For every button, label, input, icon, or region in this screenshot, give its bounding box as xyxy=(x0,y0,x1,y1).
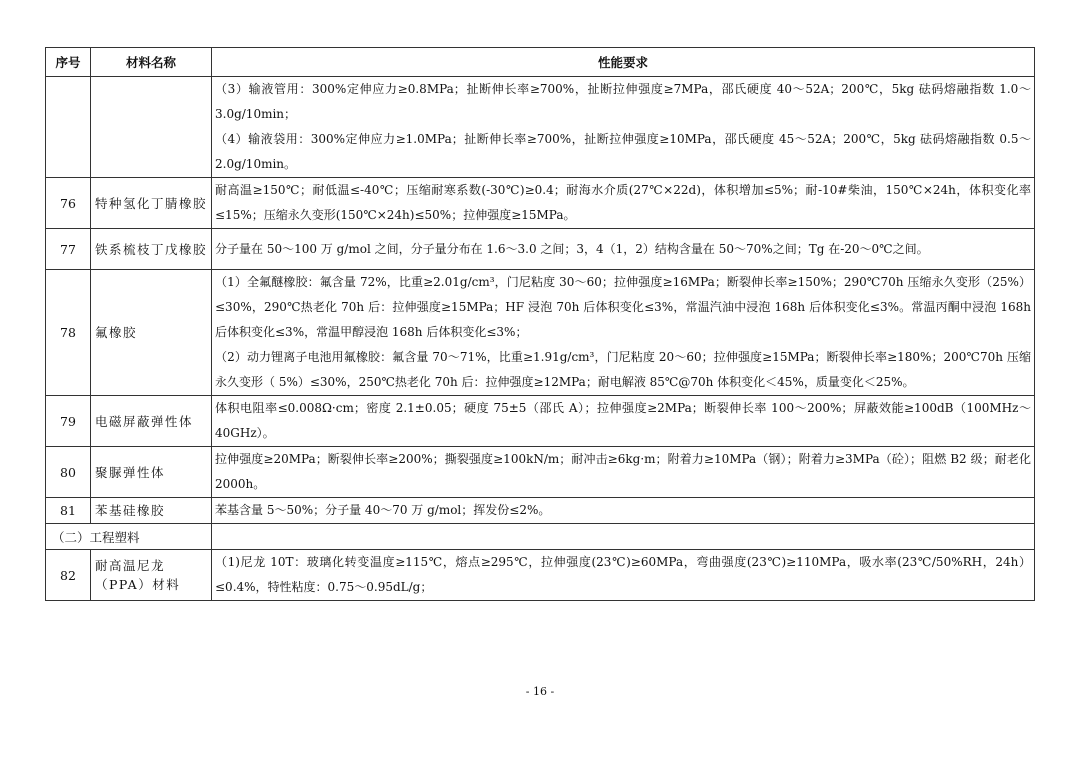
row-no: 82 xyxy=(46,550,91,601)
requirements-table xyxy=(45,47,1035,601)
row-name: 聚脲弹性体 xyxy=(91,447,212,498)
requirement-line: 耐高温≥150℃；耐低温≤-40℃；压缩耐寒系数(-30℃)≥0.4；耐海水介质(27℃×22d)，体积增加≤5%；耐-10#柴油，150℃×24h，体积变化率≤15%；压缩永久变形(150℃×24h)≤50%；拉伸强度≥15MPa。 xyxy=(215,183,1031,222)
row-requirements xyxy=(212,270,1035,396)
header-no: 序号 xyxy=(46,48,91,77)
requirement-line: 分子量在 50～100 万 g/mol 之间，分子量分布在 1.6～3.0 之间；3，4（1，2）结构含量在 50～70%之间；Tg 在-20～0℃之间。 xyxy=(215,241,929,256)
row-no: 81 xyxy=(46,498,91,524)
row-requirements xyxy=(212,550,1035,601)
row-requirements xyxy=(212,447,1035,498)
section-label: （二）工程塑料 xyxy=(46,524,212,550)
requirement-line: 拉伸强度≥20MPa；断裂伸长率≥200%；撕裂强度≥100kN/m；耐冲击≥6kg·m；附着力≥10MPa（钢）；附着力≥3MPa（砼）；阻燃 B2 级；耐老化 2000h。 xyxy=(215,452,1031,491)
row-requirements xyxy=(212,498,1035,524)
row-name: 铁系梳枝丁戊橡胶 xyxy=(91,229,212,270)
table-row-79 xyxy=(46,396,1035,447)
requirement-line: （3）输液管用：300%定伸应力≥0.8MPa；扯断伸长率≥700%，扯断拉伸强度≥7MPa，邵氏硬度 40～52A；200℃，5kg 砝码熔融指数 1.0～3.0g/10min； xyxy=(215,82,1031,121)
row-name: 电磁屏蔽弹性体 xyxy=(91,396,212,447)
row-no: 79 xyxy=(46,396,91,447)
row-requirements xyxy=(212,396,1035,447)
requirement-line: （1)尼龙 10T：玻璃化转变温度≥115℃，熔点≥295℃，拉伸强度(23℃)≥60MPa，弯曲强度(23℃)≥110MPa，吸水率(23℃/50%RH，24h）≤0.4%，特性粘度：0.75～0.95dL/g； xyxy=(215,555,1031,594)
table-row-80 xyxy=(46,447,1035,498)
header-requirements: 性能要求 xyxy=(212,48,1035,77)
row-name xyxy=(91,77,212,178)
header-name: 材料名称 xyxy=(91,48,212,77)
table-row-continued xyxy=(46,77,1035,178)
row-requirements xyxy=(212,77,1035,178)
row-requirements xyxy=(212,178,1035,229)
table-header-row xyxy=(46,48,1035,77)
row-name: 苯基硅橡胶 xyxy=(91,498,212,524)
row-no: 78 xyxy=(46,270,91,396)
requirement-line: 苯基含量 5～50%；分子量 40～70 万 g/mol；挥发份≤2%。 xyxy=(215,503,551,517)
requirement-line: （2）动力锂离子电池用氟橡胶：氟含量 70～71%，比重≥1.91g/cm³，门尼粘度 20～60；拉伸强度≥15MPa；断裂伸长率≥180%；200℃70h 压缩永久变形（ 5%）≤30%，250℃热老化 70h 后：拉伸强度≥12MPa；耐电解液 85℃@70h 体积变化＜45%，质量变化＜25%。 xyxy=(215,350,1031,389)
row-no: 77 xyxy=(46,229,91,270)
row-no: 76 xyxy=(46,178,91,229)
requirement-line: （1）全氟醚橡胶：氟含量 72%，比重≥2.01g/cm³，门尼粘度 30～60；拉伸强度≥16MPa；断裂伸长率≥150%；290℃70h 压缩永久变形（25%）≤30%，290℃热老化 70h 后：拉伸强度≥15MPa；HF 浸泡 70h 后体积变化≤3%，常温汽油中浸泡 168h 后体积变化≤3%。常温丙酮中浸泡 168h 后体积变化≤3%，常温甲醇浸泡 168h 后体积变化≤3%； xyxy=(215,275,1031,339)
row-name: 特种氢化丁腈橡胶 xyxy=(91,178,212,229)
table-row-77 xyxy=(46,229,1035,270)
page-number: - 16 - xyxy=(525,685,555,698)
table-row-81 xyxy=(46,498,1035,524)
section-row xyxy=(46,524,1035,550)
row-name: 氟橡胶 xyxy=(91,270,212,396)
row-requirements xyxy=(212,229,1035,270)
section-empty-cell xyxy=(212,524,1035,550)
table-row-76 xyxy=(46,178,1035,229)
row-no xyxy=(46,77,91,178)
table-row-78 xyxy=(46,270,1035,396)
row-no: 80 xyxy=(46,447,91,498)
row-name: 耐高温尼龙（PPA）材料 xyxy=(91,550,212,601)
requirement-line: 体积电阻率≤0.008Ω·cm；密度 2.1±0.05；硬度 75±5（邵氏 A）；拉伸强度≥2MPa；断裂伸长率 100～200%；屏蔽效能≥100dB（100MHz～40GHz）。 xyxy=(215,401,1031,440)
requirement-line: （4）输液袋用：300%定伸应力≥1.0MPa；扯断伸长率≥700%，扯断拉伸强度≥10MPa，邵氏硬度 45～52A；200℃，5kg 砝码熔融指数 0.5～2.0g/10min。 xyxy=(215,132,1031,171)
table-row-82 xyxy=(46,550,1035,601)
